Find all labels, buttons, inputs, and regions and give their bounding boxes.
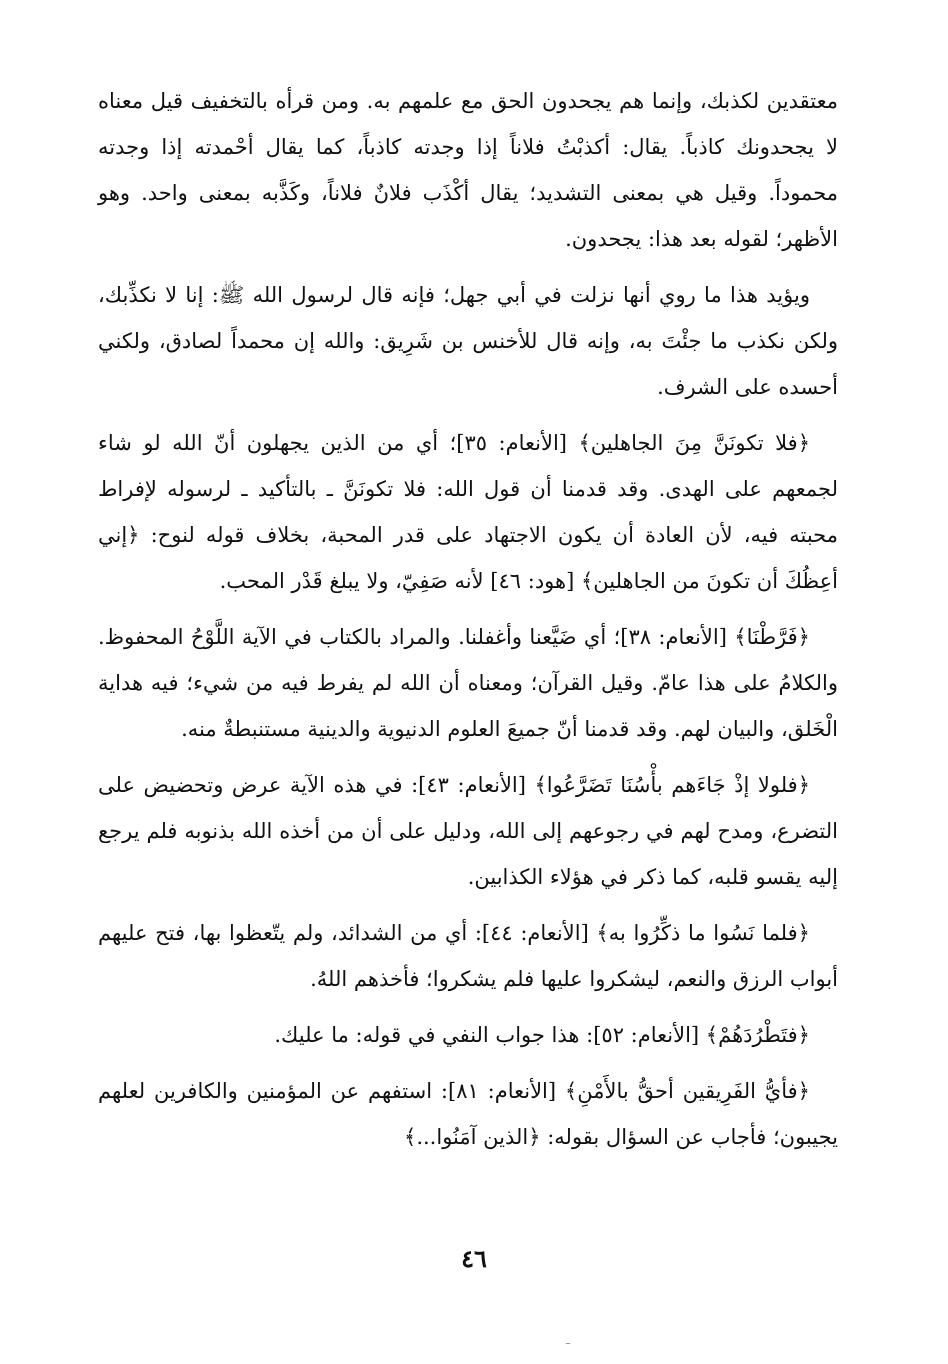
paragraph-4: ﴿فَرَّطْنَا﴾ [الأنعام: ٣٨]؛ أي ضَيَّعنا وأغفلنا. والمراد بالكتاب في الآية اللَّوْحُ المحفوظ. والكلامُ على هذا عامّ. وقيل القرآن؛ ومعناه أن الله لم يفرط فيه من شيء؛ فيه هداية الْخَلق، والبيان لهم. وقد قدمنا أنّ جميعَ العلوم الدنيوية والدينية مستنبطةٌ منه. (98, 625, 838, 741)
paragraph-2: ويؤيد هذا ما روي أنها نزلت في أبي جهل؛ فإنه قال لرسول الله ﷺ: إنا لا نكذِّبك، ولكن نكذب ما جئْتَ به، وإنه قال للأخنس بن شَرِيق: والله إن محمداً لصادق، ولكني أحسده على الشرف. (98, 283, 838, 399)
scan-speck (566, 1343, 570, 1344)
paragraph-1: معتقدين لكذبك، وإنما هم يجحدون الحق مع علمهم به. ومن قرأه بالتخفيف قيل معناه لا يجحدونك كاذباً. يقال: أكذبْتُ فلاناً إذا وجدته كاذباً، كما يقال أحْمدته إذا وجدته محموداً. وقيل هي بمعنى التشديد؛ يقال أكْذَب فلانٌ فلاناً، وكَذَّبه بمعنى واحد. وهو الأظهر؛ لقوله بعد هذا: يجحدون. (98, 89, 838, 251)
paragraph-3: ﴿فلا تكونَنَّ مِنَ الجاهلين﴾ [الأنعام: ٣٥]؛ أي من الذين يجهلون أنّ الله لو شاء لجمعهم على الهدى. وقد قدمنا أن قول الله: فلا تكونَنَّ ـ بالتأكيد ـ لرسوله لإفراط محبته فيه، لأن العادة أن يكون الاجتهاد على قدر المحبة، بخلاف قوله لنوح: ﴿إني أعِظُكَ أن تكونَ من الجاهلين﴾ [هود: ٤٦] لأنه صَفِيّ، ولا يبلغ قَدْر المحب. (98, 431, 838, 593)
page-body-text (98, 78, 838, 1170)
paragraph-6: ﴿فلما نَسُوا ما ذكِّرُوا به﴾ [الأنعام: ٤٤]: أي من الشدائد، ولم يتّعظوا بها، فتح عليهم أبواب الرزق والنعم، ليشكروا عليها فلم يشكروا؛ فأخذهم اللهُ. (98, 921, 838, 991)
page-number: ٤٦ (461, 1244, 487, 1273)
paragraph-7: ﴿فتَطْرُدَهُمْ﴾ [الأنعام: ٥٢]: هذا جواب النفي في قوله: ما عليك. (274, 1023, 810, 1047)
paragraph-8: ﴿فأيُّ الفَرِيقين أحقُّ بالأَمْنِ﴾ [الأنعام: ٨١]: استفهم عن المؤمنين والكافرين لعلهم يجيبون؛ فأجاب عن السؤال بقوله: ﴿الذين آمَنُوا...﴾ (98, 1079, 838, 1149)
paragraph-5: ﴿فلولا إذْ جَاءَهم بأْسُنَا تَضَرَّعُوا﴾ [الأنعام: ٤٣]: في هذه الآية عرض وتحضيض على التضرع، ومدح لهم في رجوعهم إلى الله، ودليل على أن من أخذه الله بذنوبه فلم يرجع إليه يقسو قلبه، كما ذكر في هؤلاء الكذابين. (98, 773, 838, 889)
